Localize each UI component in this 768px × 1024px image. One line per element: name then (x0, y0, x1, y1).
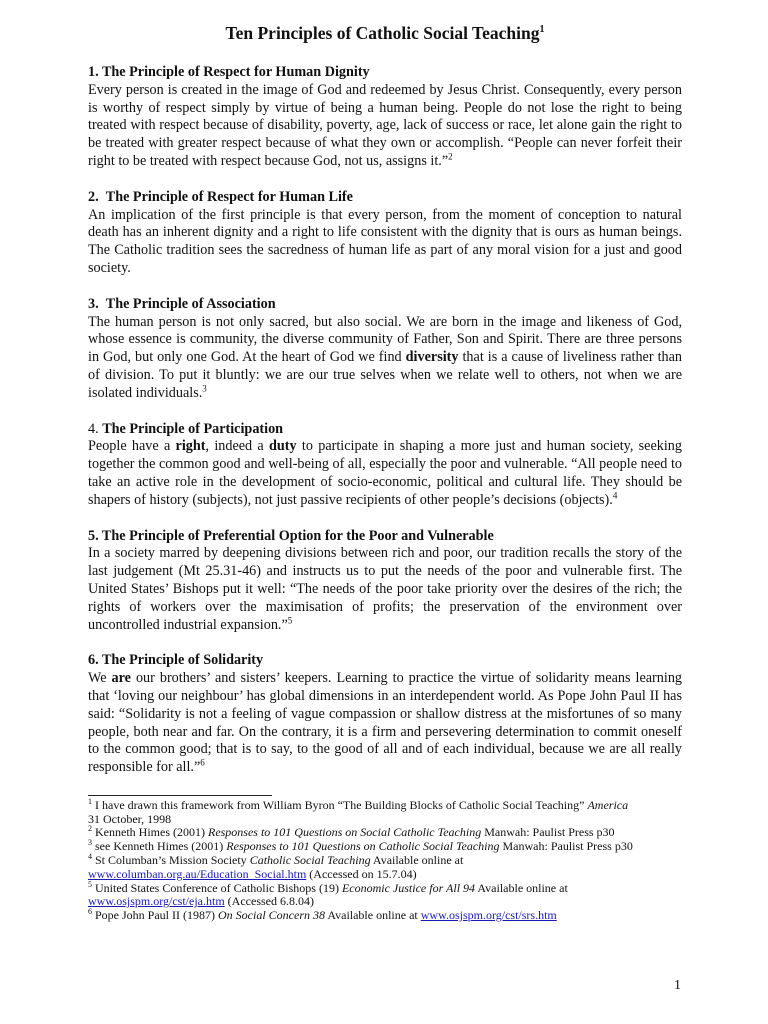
title-footnote-ref[interactable]: 1 (539, 24, 545, 36)
footnote-5-link[interactable]: www.osjspm.org/cst/eja.htm (88, 894, 225, 909)
footnote-4: $^4$ St Columban’s Mission Society Catholic Social Teaching Available online at (88, 852, 464, 868)
page-title: Ten Principles of Catholic Social Teaching$^1$ (225, 23, 545, 43)
footnote-6: $^6$ Pope John Paul II (1987) On Social Concern 38 Available online at www.osjspm.org/cst/srs.htm (88, 907, 557, 923)
footnote-divider (88, 795, 272, 796)
section-body: We are our brothers’ and sisters’ keepers. Learning to practice the virtue of solidarity means learning that ‘loving our neighbour’ has global dimensions in an interdependent world. As Pope John Paul II has said: “Solidarity is not a feeling of vague compassion or shallow distress at the misfortunes of so many people, both near and far. On the contrary, it is a firm and persevering determination to commit oneself to the common good; that is to say, to the good of all and of each individual, because we are all really responsible for all.”$^6$ (88, 670, 683, 776)
footnote-5-cont: www.osjspm.org/cst/eja.htm (Accessed 6.8.04) (88, 894, 314, 909)
footnote-1-cont: 31 October, 1998 (88, 811, 172, 826)
section-1 (88, 64, 682, 171)
footnote-ref[interactable]: 5 (287, 614, 293, 625)
footnote-ref[interactable]: 2 (448, 151, 453, 162)
section-2 (88, 189, 682, 278)
footnote-ref[interactable]: 3 (202, 383, 207, 394)
footnote-1: $^1$ I have drawn this framework from William Byron “The Building Blocks of Catholic Social Teaching” America (88, 796, 629, 812)
section-heading: 6. The Principle of Solidarity (88, 652, 264, 669)
section-body: In a society marred by deepening divisions between rich and poor, our tradition recalls the story of the last judgement (Mt 25.31-46) and instructs us to put the needs of the poor and vulnerable first. The United States’ Bishops put it well: “The needs of the poor take priority over the desires of the rich; the rights of workers over the maximisation of profits; the preservation of the environment over uncontrolled industrial expansion.”$^5$ (88, 545, 682, 633)
footnote-ref[interactable]: 4 (612, 490, 618, 500)
section-body: The human person is not only sacred, but also social. We are born in the image and likeness of God, whose essence is community, the diverse community of Father, Son and Spirit. There are three persons in God, but only one God. At the heart of God we find diversity that is a cause of liveliness rather than of division. To put it bluntly: we are our true selves when we relate well to others, not when we are isolated individuals.$^3$ (88, 313, 682, 401)
section-body: People have a right, indeed a duty to participate in shaping a more just and human society, seeking together the common good and well-being of all, especially the poor and vulnerable. “All people need to take an active role in the development of socio-economic, political and cultural life. They should be shapers of history (subjects), not just passive recipients of other people’s decisions (objects).$^4$ (88, 438, 682, 508)
section-3 (88, 296, 682, 403)
footnote-2: $^2$ Kenneth Himes (2001) Responses to 101 Questions on Social Catholic Teaching Manwah: Paulist Press p30 (88, 824, 615, 840)
footnote-6-link[interactable]: www.osjspm.org/cst/srs.htm (420, 908, 557, 923)
footnote-4-cont: www.columban.org.au/Education_Social.htm (Accessed on 15.7.04) (88, 866, 417, 881)
page-number: 1 (674, 978, 681, 993)
footnote-5: $^5$ United States Conference of Catholic Bishops (19) Economic Justice for All 94 Available online at (88, 879, 568, 895)
section-heading: 5. The Principle of Preferential Option for the Poor and Vulnerable (88, 527, 494, 544)
document-page (88, 22, 682, 923)
section-heading: 2. The Principle of Respect for Human Life (88, 188, 353, 205)
section-4 (88, 421, 682, 510)
section-body: Every person is created in the image of God and redeemed by Jesus Christ. Consequently, every person is worthy of respect simply by virtue of being a human being. People do not lose the right to being treated with respect because of disability, poverty, age, lack of success or race, let alone gain the right to be treated with greater respect because of what they own or accomplish. “People can never forfeit their right to be treated with respect because God, not us, assigns it.”$^2$ (88, 81, 682, 169)
footnote-3: $^3$ see Kenneth Himes (2001) Responses to 101 Questions on Catholic Social Teaching Manwah: Paulist Press p30 (88, 838, 633, 854)
section-6 (88, 652, 682, 777)
section-5 (88, 528, 682, 635)
section-heading: 3. The Principle of Association (88, 295, 276, 312)
section-heading: 1. The Principle of Respect for Human Dignity (88, 64, 370, 80)
section-heading: 4. The Principle of Participation (88, 420, 284, 437)
footnote-ref[interactable]: 6 (200, 757, 205, 768)
footnote-4-link[interactable]: www.columban.org.au/Education_Social.htm (88, 866, 307, 881)
section-body: An implication of the first principle is that every person, from the moment of conception to natural death has an inherent dignity and a right to life consistent with the dignity that is ours as human beings. The Catholic tradition sees the sacredness of human life as part of any moral vision for a just and good society. (88, 206, 682, 276)
footnotes (88, 796, 682, 923)
